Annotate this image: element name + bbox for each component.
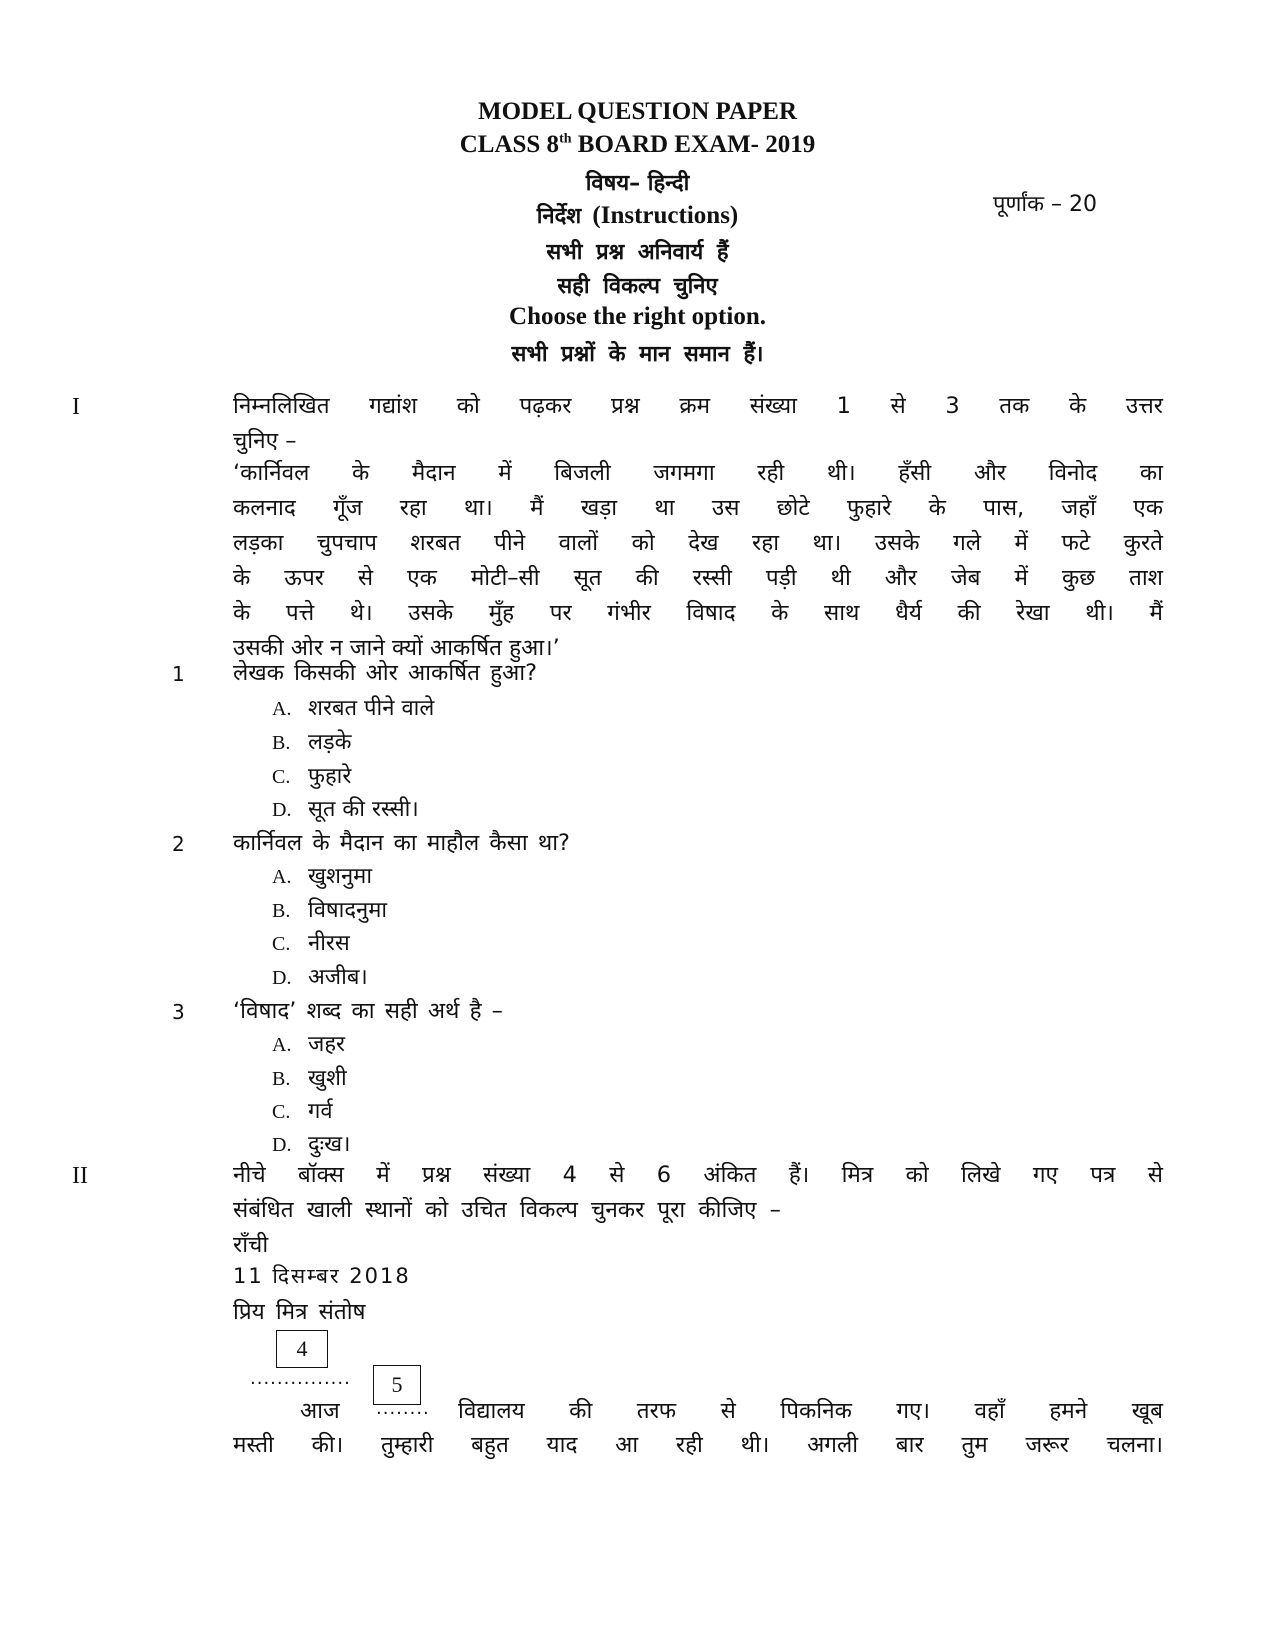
option[interactable] bbox=[272, 760, 351, 790]
equal-marks: सभी प्रश्नों के मान समान हैं। bbox=[511, 342, 764, 367]
choose-right-hindi: सही विकल्प चुनिए bbox=[557, 274, 718, 299]
option-text: जहर bbox=[308, 1032, 346, 1057]
section-numeral-1: I bbox=[72, 394, 80, 420]
choose-right-english: Choose the right option. bbox=[509, 303, 766, 330]
option-label: C. bbox=[272, 933, 291, 955]
letter-body-line bbox=[233, 1428, 1163, 1463]
option-text: खुशनुमा bbox=[308, 864, 373, 889]
question-text: कार्निवल के मैदान का माहौल कैसा था? bbox=[233, 830, 570, 856]
class-prefix: CLASS 8 bbox=[459, 131, 560, 158]
question-text: लेखक किसकी ओर आकर्षित हुआ? bbox=[233, 660, 538, 686]
section2-instruction bbox=[233, 1158, 1163, 1228]
paper-title: MODEL QUESTION PAPER bbox=[477, 98, 798, 125]
option-label: A. bbox=[272, 698, 292, 720]
option-label: B. bbox=[272, 1068, 291, 1090]
passage-line: ‘कार्निवल के मैदान में बिजली जगमगा रही थी। हँसी और विनोद का bbox=[233, 460, 1163, 486]
instructions-english: (Instructions) bbox=[592, 202, 739, 229]
blank-dots: ............... bbox=[250, 1368, 351, 1389]
letter-body-line bbox=[458, 1394, 1163, 1429]
passage bbox=[233, 456, 1163, 666]
instruction-line: निम्नलिखित गद्यांश को पढ़कर प्रश्न क्रम संख्या 1 से 3 तक के उत्तर bbox=[233, 393, 1163, 419]
instruction-line: चुनिए – bbox=[233, 428, 297, 454]
letter-body-start: आज bbox=[300, 1398, 340, 1424]
passage-line: के ऊपर से एक मोटी–सी सूत की रस्सी पड़ी थी और जेब में कुछ ताश bbox=[233, 565, 1163, 591]
option-label: B. bbox=[272, 900, 291, 922]
option[interactable] bbox=[272, 1128, 350, 1158]
instruction-line: नीचे बॉक्स में प्रश्न संख्या 4 से 6 अंकित हैं। मित्र को लिखे गए पत्र से bbox=[233, 1162, 1163, 1188]
option-label: A. bbox=[272, 866, 292, 888]
option-label: C. bbox=[272, 766, 291, 788]
section1-instruction bbox=[233, 389, 1163, 459]
letter-date: 11 दिसम्बर 2018 bbox=[233, 1264, 411, 1288]
letter-place: राँची bbox=[233, 1232, 269, 1258]
option[interactable] bbox=[272, 860, 372, 890]
option[interactable] bbox=[272, 927, 350, 957]
option-text: अजीब। bbox=[308, 965, 368, 990]
letter-body-text: मस्ती की। तुम्हारी बहुत याद आ रही थी। अगली बार तुम जरूर चलना। bbox=[233, 1432, 1163, 1458]
all-compulsory: सभी प्रश्न अनिवार्य हैं bbox=[546, 240, 729, 265]
option[interactable] bbox=[272, 961, 368, 991]
question-number: 3 bbox=[172, 1000, 185, 1024]
option-text: विषादनुमा bbox=[308, 898, 388, 923]
option-text: दुःख। bbox=[308, 1132, 351, 1157]
question-number: 2 bbox=[172, 832, 185, 856]
option[interactable] bbox=[272, 1062, 347, 1092]
option-label: C. bbox=[272, 1101, 291, 1123]
option-text: सूत की रस्सी। bbox=[308, 797, 419, 822]
blank-dots: ........ bbox=[376, 1398, 430, 1419]
option-label: D. bbox=[272, 1134, 292, 1156]
option-text: शरबत पीने वाले bbox=[308, 696, 435, 721]
instructions-hindi: निर्देश bbox=[536, 204, 582, 229]
passage-line: कलनाद गूँज रहा था। मैं खड़ा था उस छोटे फुहारे के पास, जहाँ एक bbox=[233, 495, 1163, 521]
instructions-heading bbox=[0, 200, 1275, 230]
section-numeral-2: II bbox=[72, 1163, 88, 1189]
class-superscript: th bbox=[559, 131, 572, 147]
letter-body-text: विद्यालय की तरफ से पिकनिक गए। वहाँ हमने खूब bbox=[458, 1398, 1163, 1424]
option-label: D. bbox=[272, 967, 292, 989]
option[interactable] bbox=[272, 1028, 345, 1058]
option[interactable] bbox=[272, 1095, 333, 1125]
passage-line: के पत्ते थे। उसके मुँह पर गंभीर विषाद के साथ धैर्य की रेखा थी। मैं bbox=[233, 600, 1163, 626]
passage-line: उसकी ओर न जाने क्यों आकर्षित हुआ।’ bbox=[233, 635, 560, 661]
option[interactable] bbox=[272, 793, 419, 823]
option-label: B. bbox=[272, 732, 291, 754]
full-marks: पूर्णांक – 20 bbox=[993, 192, 1097, 217]
option-label: D. bbox=[272, 799, 292, 821]
instruction-line: संबंधित खाली स्थानों को उचित विकल्प चुनकर पूरा कीजिए – bbox=[233, 1197, 781, 1223]
option-text: नीरस bbox=[308, 931, 350, 956]
option[interactable] bbox=[272, 692, 434, 722]
passage-line: लड़का चुपचाप शरबत पीने वालों को देख रहा था। उसके गले में फटे कुरते bbox=[233, 530, 1163, 556]
option-text: फुहारे bbox=[308, 764, 352, 789]
option-text: गर्व bbox=[308, 1099, 333, 1124]
option[interactable] bbox=[272, 894, 387, 924]
option-label: A. bbox=[272, 1034, 292, 1056]
question-text: ‘विषाद’ शब्द का सही अर्थ है – bbox=[233, 998, 503, 1024]
option[interactable] bbox=[272, 726, 352, 756]
class-exam-line bbox=[0, 131, 1275, 159]
subject-line: विषय– हिन्दी bbox=[585, 171, 690, 196]
letter-salutation: प्रिय मित्र संतोष bbox=[233, 1299, 366, 1325]
class-suffix: BOARD EXAM- 2019 bbox=[571, 131, 816, 158]
option-text: लड़के bbox=[308, 730, 352, 755]
question-number: 1 bbox=[172, 662, 185, 686]
blank-box-5[interactable]: 5 bbox=[373, 1365, 421, 1405]
blank-box-4[interactable]: 4 bbox=[276, 1330, 328, 1368]
option-text: खुशी bbox=[308, 1066, 347, 1091]
